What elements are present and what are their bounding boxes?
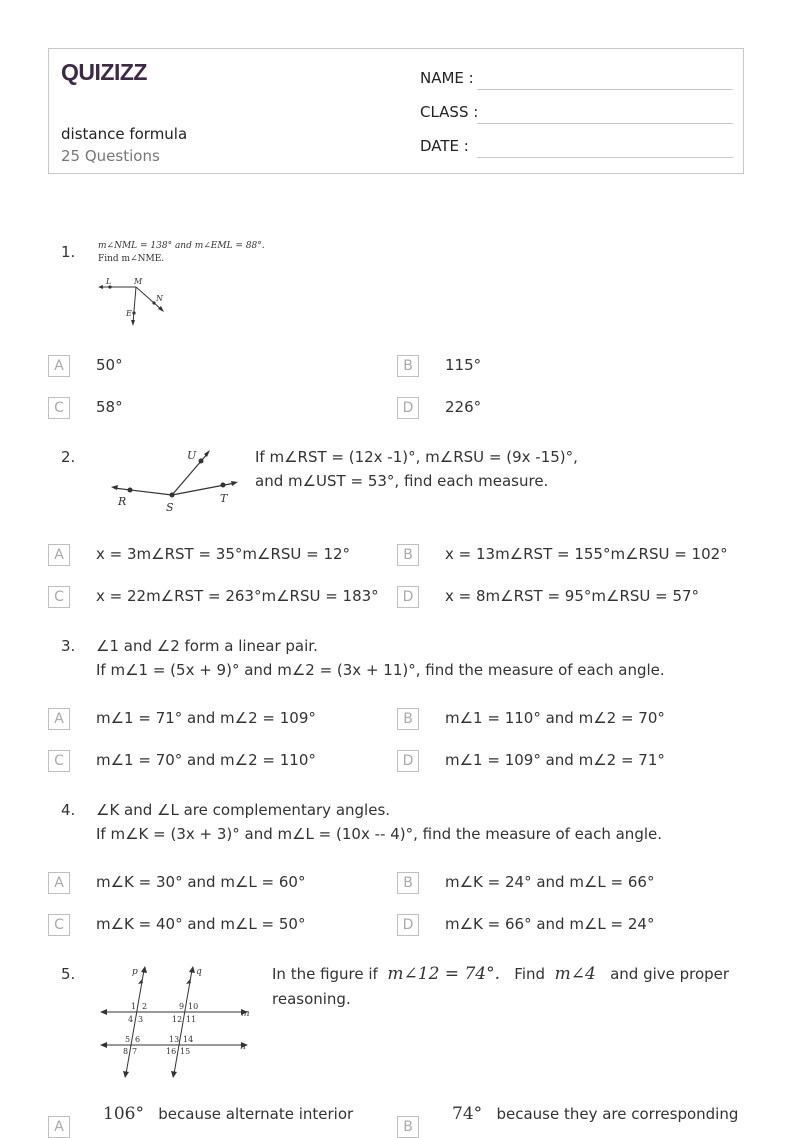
worksheet-header (48, 48, 744, 174)
option-d-box[interactable]: D (397, 586, 419, 608)
angle-label-8: 8 (123, 1047, 129, 1056)
option-a-box[interactable]: A (48, 544, 70, 566)
figure-label-u: U (187, 449, 197, 462)
question-3-text-line2: If m∠1 = (5x + 9)° and m∠2 = (3x + 11)°, find the measure of each angle. (96, 661, 665, 679)
figure-label-t: T (220, 492, 228, 505)
angle-label-7: 7 (132, 1047, 138, 1056)
question-number: 2. (61, 448, 76, 466)
option-a-box[interactable]: A (48, 708, 70, 730)
name-label: NAME : (420, 69, 474, 87)
class-label: CLASS : (420, 103, 479, 121)
option-c-text: 58° (96, 398, 123, 416)
figure-label-l: L (106, 277, 112, 286)
question-5-math-find: m∠4 (554, 964, 596, 984)
option-b-text (452, 1104, 738, 1124)
option-a-text: m∠1 = 71° and m∠2 = 109° (96, 709, 316, 727)
option-b-box[interactable]: B (397, 1116, 419, 1138)
option-a-text (103, 1104, 353, 1124)
figure-label-p: p (132, 967, 138, 977)
figure-label-s: S (166, 501, 174, 514)
question-2-figure (108, 445, 243, 515)
option-b-box[interactable]: B (397, 872, 419, 894)
class-line[interactable] (477, 123, 733, 124)
option-b-text: x = 13m∠RST = 155°m∠RSU = 102° (445, 545, 728, 563)
date-label: DATE : (420, 137, 469, 155)
angle-label-3: 3 (138, 1015, 144, 1024)
option-b-text: m∠K = 24° and m∠L = 66° (445, 873, 655, 891)
angle-label-11: 11 (186, 1015, 197, 1024)
figure-label-m: M (134, 277, 143, 286)
option-a-text: 50° (96, 356, 123, 374)
option-a-label: because alternate interior (158, 1105, 354, 1123)
question-3-text-line1: ∠1 and ∠2 form a linear pair. (96, 637, 318, 655)
angle-label-16: 16 (166, 1047, 177, 1056)
figure-label-m: m (241, 1009, 250, 1019)
angle-label-5: 5 (125, 1035, 131, 1044)
option-c-box[interactable]: C (48, 914, 70, 936)
option-b-text: 115° (445, 356, 482, 374)
angle-label-4: 4 (128, 1015, 134, 1024)
option-b-box[interactable]: B (397, 708, 419, 730)
question-4-text-line1: ∠K and ∠L are complementary angles. (96, 801, 391, 819)
question-number: 1. (61, 243, 76, 261)
angle-label-6: 6 (135, 1035, 141, 1044)
option-c-text: m∠K = 40° and m∠L = 50° (96, 915, 306, 933)
worksheet-title: distance formula (61, 125, 188, 143)
option-d-text: 226° (445, 398, 482, 416)
figure-label-e: E (126, 309, 132, 318)
option-b-label: because they are corresponding (496, 1105, 739, 1123)
question-number: 5. (61, 965, 76, 983)
angle-label-13: 13 (169, 1035, 180, 1044)
question-5-math-given: m∠12 = 74°. (387, 964, 500, 984)
option-b-box[interactable]: B (397, 355, 419, 377)
figure-text-line2: Find m∠NME. (98, 254, 165, 264)
option-a-box[interactable]: A (48, 872, 70, 894)
option-d-text: x = 8m∠RST = 95°m∠RSU = 57° (445, 587, 700, 605)
angle-label-1: 1 (131, 1002, 137, 1011)
question-1-figure (96, 238, 266, 330)
question-2-text-line1: If m∠RST = (12x -1)°, m∠RSU = (9x -15)°, (255, 448, 578, 466)
figure-text-line1: m∠NML = 138° and m∠EML = 88°. (98, 241, 265, 251)
option-a-math: 106° (103, 1104, 144, 1124)
option-c-text: x = 22m∠RST = 263°m∠RSU = 183° (96, 587, 379, 605)
option-a-box[interactable]: A (48, 355, 70, 377)
option-d-box[interactable]: D (397, 750, 419, 772)
option-b-math: 74° (452, 1104, 483, 1124)
quizizz-logo: QUIZIZZ (61, 59, 147, 85)
question-5-text-line1 (272, 962, 729, 986)
question-5-figure (98, 962, 253, 1082)
angle-label-15: 15 (180, 1047, 191, 1056)
question-5-text-line2: reasoning. (272, 990, 351, 1008)
option-c-box[interactable]: C (48, 750, 70, 772)
option-c-text: m∠1 = 70° and m∠2 = 110° (96, 751, 316, 769)
option-a-text: x = 3m∠RST = 35°m∠RSU = 12° (96, 545, 351, 563)
angle-label-2: 2 (142, 1002, 148, 1011)
figure-label-q: q (196, 967, 202, 977)
question-4-text-line2: If m∠K = (3x + 3)° and m∠L = (10x -- 4)°, find the measure of each angle. (96, 825, 663, 843)
option-d-box[interactable]: D (397, 397, 419, 419)
option-d-text: m∠1 = 109° and m∠2 = 71° (445, 751, 665, 769)
question-5-intro: In the figure if (272, 965, 378, 983)
option-d-text: m∠K = 66° and m∠L = 24° (445, 915, 655, 933)
angle-label-10: 10 (188, 1002, 199, 1011)
option-b-text: m∠1 = 110° and m∠2 = 70° (445, 709, 665, 727)
question-2-text-line2: and m∠UST = 53°, find each measure. (255, 472, 549, 490)
figure-label-n: N (156, 294, 163, 303)
question-number: 3. (61, 637, 76, 655)
option-a-text: m∠K = 30° and m∠L = 60° (96, 873, 306, 891)
option-b-box[interactable]: B (397, 544, 419, 566)
question-5-find: Find (514, 965, 546, 983)
question-count: 25 Questions (61, 147, 160, 165)
option-c-box[interactable]: C (48, 586, 70, 608)
angle-label-9: 9 (179, 1002, 185, 1011)
option-a-box[interactable]: A (48, 1116, 70, 1138)
date-line[interactable] (477, 157, 733, 158)
question-number: 4. (61, 801, 76, 819)
option-d-box[interactable]: D (397, 914, 419, 936)
figure-label-r: R (118, 495, 127, 508)
figure-label-n: n (240, 1042, 246, 1052)
question-5-end: and give proper (610, 965, 730, 983)
name-line[interactable] (477, 89, 733, 90)
angle-label-14: 14 (183, 1035, 194, 1044)
angle-label-12: 12 (172, 1015, 183, 1024)
option-c-box[interactable]: C (48, 397, 70, 419)
